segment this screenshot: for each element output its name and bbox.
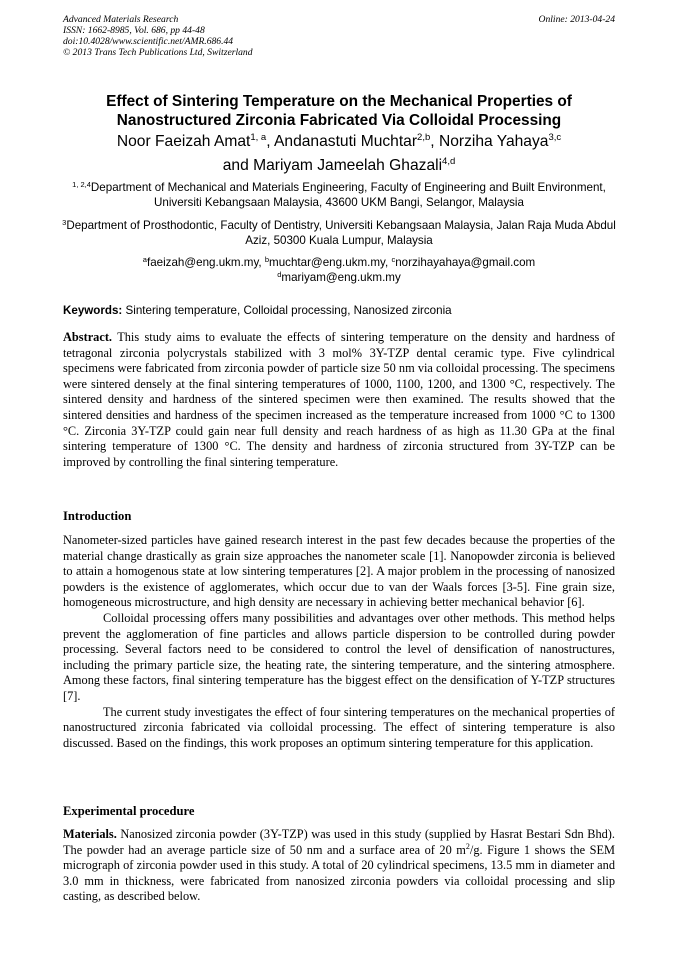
abstract-text: This study aims to evaluate the effects of sintering temperature on the density and hardness of tetragonal zirconia polycrystals stabilized with 3 mol% 3Y-TZP dental ceramic type. Five cylindrical specimens were fabricated from zirconia powder of particle size 50 nm via colloidal processing. The specimens were sintered densely at the final sintering temperatures of 1000, 1100, 1200, and 1300 °C, respectively. The sintered density and hardness of the sintered specimen were then examined. The results showed that the sintered densities and hardness of the specimen increased as the temperature increased from 1000 °C to 1300 °C. Zirconia 3Y-TZP could gain near full density and reach hardness of as high as 11.30 GPa at the final sintering temperature of 1300 °C. The density and hardness of zirconia structured from 3Y-TZP can be improved by controlling the final sintering temperature.: [63, 330, 615, 469]
introduction-body: [63, 533, 615, 751]
author-1: Noor Faeizah Amat: [116, 133, 251, 150]
materials-paragraph: [63, 827, 615, 905]
keywords-label: Keywords:: [63, 304, 123, 317]
title-line-2: Nanostructured Zirconia Fabricated Via Colloidal Processing: [116, 112, 562, 129]
author-list: Noor Faeizah Amat$^{1, a}$, Andanastuti Muchtar$^{2,b}$, Norziha Yahaya$^{3,c}$ and Mariyam Jameelah Ghazali$^{4,d}$: [116, 132, 562, 174]
paper-title: [40, 92, 638, 130]
author-emails: [55, 255, 623, 285]
materials-text-1: Nanosized zirconia powder (3Y-TZP) was used in this study (supplied by Hasrat Bestari Sdn Bhd). The powder had an average particle size of 50 nm and a surface area of 20 m: [63, 827, 615, 857]
title-line-1: Effect of Sintering Temperature on the Mechanical Properties of: [106, 93, 572, 110]
abstract: [63, 330, 615, 470]
email-c-sup: c: [391, 255, 396, 264]
affiliation-1-text: Department of Mechanical and Materials Engineering, Faculty of Engineering and Built Environment, Universiti Kebangsaan Malaysia, 43600 UKM Bangi, Selangor, Malaysia: [90, 181, 606, 209]
author-4: Mariyam Jameelah Ghazali: [253, 157, 443, 174]
email-d-sup: d: [277, 270, 282, 279]
journal-copyright: © 2013 Trans Tech Publications Ltd, Switzerland: [63, 47, 253, 58]
email-b-sup: b: [264, 255, 270, 264]
intro-paragraph-1: Nanometer-sized particles have gained research interest in the past few decades because the properties of the material change drastically as grain size approaches the nanometer scale [1]. Nanopowder zirconia is believed to attain a homogenous state at low sintering temperatures [2]. A major problem in the processing of nanosized powders is the existence of agglomerates, which occur due to van der Waals forces [3-5]. Fine grain size, homogeneous microstructure, and high density are necessary in achieving better mechanical behavior [6].: [63, 533, 615, 610]
email-d[interactable]: mariyam@eng.ukm.my: [281, 271, 401, 284]
affiliation-1: [55, 180, 623, 210]
materials-label: Materials.: [63, 827, 117, 841]
email-c[interactable]: norzihayahaya@gmail.com: [395, 256, 536, 269]
introduction-heading: Introduction: [63, 509, 132, 523]
materials-sup: 2: [465, 841, 470, 851]
intro-paragraph-3: The current study investigates the effect of four sintering temperatures on the mechanical properties of nanostructured zirconia fabricated via colloidal processing. The effect of sintering temperature is also discussed. Based on the findings, this work proposes an optimum sintering temperature for this application.: [63, 704, 615, 750]
abstract-label: Abstract.: [63, 330, 113, 344]
email-a[interactable]: faeizah@eng.ukm.my,: [146, 256, 262, 269]
online-date: Online: 2013-04-24: [538, 14, 615, 25]
email-b[interactable]: muchtar@eng.ukm.my,: [269, 256, 389, 269]
affiliation-2-text: Department of Prosthodontic, Faculty of Dentistry, Universiti Kebangsaan Malaysia, Jalan Raja Muda Abdul Aziz, 50300 Kuala Lumpur, Malaysia: [66, 219, 616, 247]
keywords: [63, 303, 615, 318]
author-2-sup: 2,b: [417, 132, 431, 143]
journal-header: [63, 14, 615, 58]
author-2: Andanastuti Muchtar: [274, 133, 418, 150]
author-3: Norziha Yahaya: [438, 133, 549, 150]
journal-name: Advanced Materials Research: [63, 14, 179, 25]
author-and: and: [222, 157, 249, 174]
journal-doi[interactable]: doi:10.4028/www.scientific.net/AMR.686.44: [63, 36, 234, 47]
author-3-sup: 3,c: [548, 132, 562, 143]
author-4-sup: 4,d: [442, 156, 456, 167]
materials-text-2: /g. Figure 1 shows the SEM micrograph of zirconia powder used in this study. A total of 20 cylindrical specimens, 13.5 mm in diameter and 3.0 mm in thickness, were fabricated from nanosized zirconia powders via colloidal processing and slip casting, as described below.: [63, 842, 616, 904]
affiliation-2-sup: 3: [62, 218, 67, 227]
keywords-text: Sintering temperature, Colloidal processing, Nanosized zirconia: [125, 304, 452, 317]
affiliation-2: [55, 218, 623, 248]
email-a-sup: a: [142, 255, 147, 264]
experimental-heading: Experimental procedure: [63, 804, 195, 818]
affiliation-1-sup: 1, 2,4: [72, 180, 91, 189]
intro-paragraph-2: Colloidal processing offers many possibilities and advantages over other methods. This method helps prevent the agglomeration of fine particles and allows particle dispersion to be controlled during powder processing. Several factors need to be considered to control the level of densification of nanostructures, including the primary particle size, the heating rate, the sintering temperature, and the sintering atmosphere. Among these factors, final sintering temperature has the biggest effect on the densification of Y-TZP structures [7].: [63, 610, 615, 703]
author-1-sup: 1, a: [250, 132, 267, 143]
journal-issn: ISSN: 1662-8985, Vol. 686, pp 44-48: [63, 25, 205, 36]
